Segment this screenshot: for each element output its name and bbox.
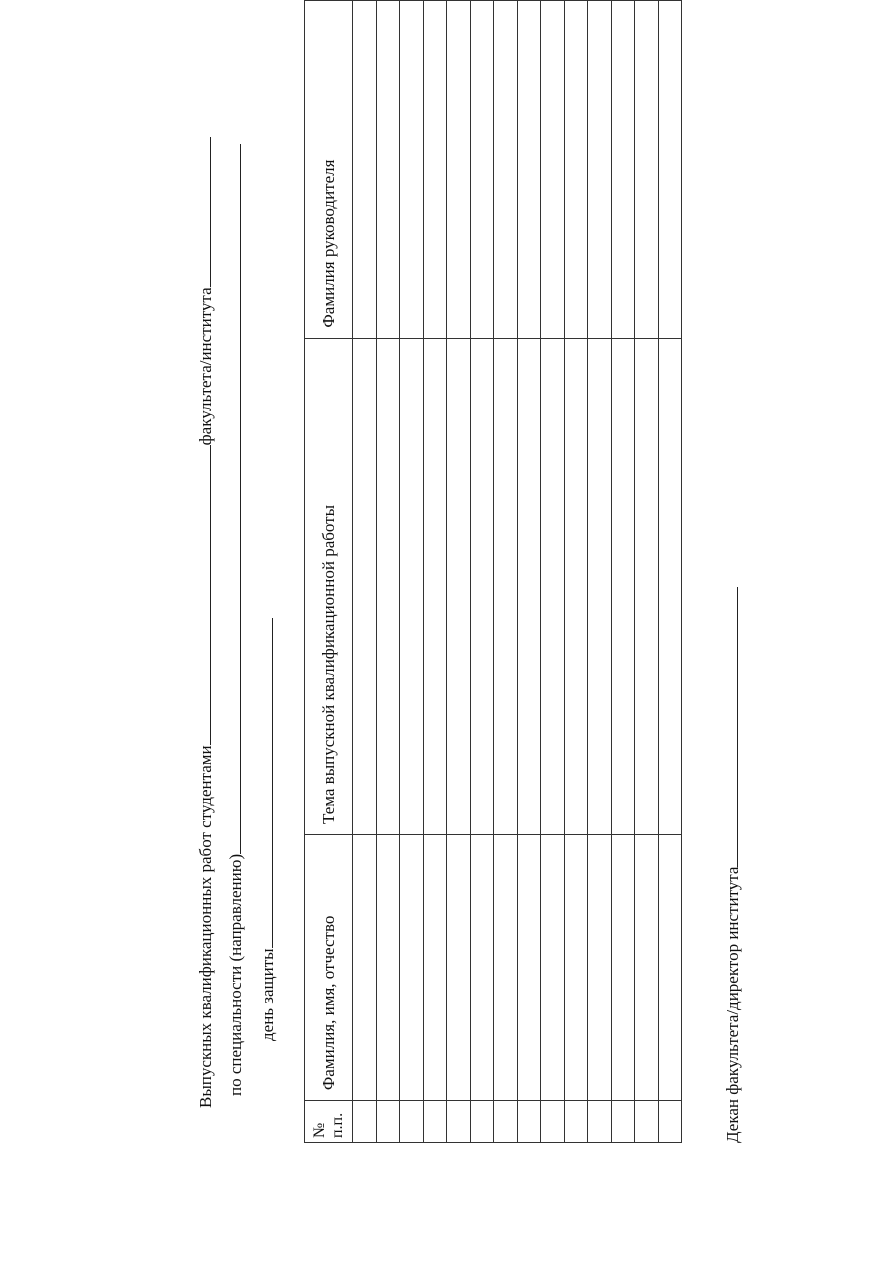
cell-topic[interactable] — [400, 338, 424, 834]
cell-number[interactable] — [635, 1101, 659, 1143]
cell-number[interactable] — [376, 1101, 400, 1143]
cell-supervisor[interactable] — [611, 1, 635, 339]
header-line-specialty — [225, 144, 246, 1096]
cell-topic[interactable] — [611, 338, 635, 834]
cell-supervisor[interactable] — [400, 1, 424, 339]
cell-supervisor[interactable] — [470, 1, 494, 339]
header-faculty-label: факультета/института — [196, 287, 215, 446]
table-header-row — [305, 1, 353, 1143]
table-row — [353, 1, 377, 1143]
footer-signature — [722, 587, 743, 1143]
table-row — [611, 1, 635, 1143]
thesis-table — [304, 0, 682, 1143]
cell-name[interactable] — [588, 835, 612, 1101]
cell-name[interactable] — [564, 835, 588, 1101]
cell-name[interactable] — [376, 835, 400, 1101]
table-row — [470, 1, 494, 1143]
cell-name[interactable] — [541, 835, 565, 1101]
cell-topic[interactable] — [588, 338, 612, 834]
cell-number[interactable] — [517, 1101, 541, 1143]
cell-topic[interactable] — [447, 338, 471, 834]
cell-number[interactable] — [447, 1101, 471, 1143]
column-header-number: № п.п. — [305, 1101, 353, 1143]
column-header-supervisor: Фамилия руководителя — [305, 1, 353, 339]
cell-name[interactable] — [400, 835, 424, 1101]
cell-topic[interactable] — [470, 338, 494, 834]
cell-supervisor[interactable] — [658, 1, 682, 339]
table-row — [588, 1, 612, 1143]
cell-supervisor[interactable] — [494, 1, 518, 339]
cell-number[interactable] — [588, 1101, 612, 1143]
cell-supervisor[interactable] — [564, 1, 588, 339]
header-specialty-label: по специальности (направлению) — [226, 853, 245, 1096]
blank-signature-field[interactable] — [722, 587, 738, 867]
table-row — [635, 1, 659, 1143]
blank-defense-day-field[interactable] — [257, 618, 273, 948]
signature-label: Декан факультета/директор института — [723, 866, 742, 1143]
cell-number[interactable] — [564, 1101, 588, 1143]
cell-number[interactable] — [494, 1101, 518, 1143]
header-line-defense-day — [257, 618, 278, 1041]
cell-supervisor[interactable] — [423, 1, 447, 339]
table-row — [658, 1, 682, 1143]
cell-number[interactable] — [611, 1101, 635, 1143]
cell-name[interactable] — [353, 835, 377, 1101]
cell-name[interactable] — [658, 835, 682, 1101]
cell-topic[interactable] — [353, 338, 377, 834]
cell-supervisor[interactable] — [353, 1, 377, 339]
table-row — [541, 1, 565, 1143]
cell-supervisor[interactable] — [376, 1, 400, 339]
cell-name[interactable] — [447, 835, 471, 1101]
table-row — [423, 1, 447, 1143]
column-header-name: Фамилия, имя, отчество — [305, 835, 353, 1101]
cell-topic[interactable] — [635, 338, 659, 834]
header-line-students — [195, 137, 216, 1108]
cell-number[interactable] — [541, 1101, 565, 1143]
cell-number[interactable] — [400, 1101, 424, 1143]
cell-name[interactable] — [423, 835, 447, 1101]
cell-number[interactable] — [470, 1101, 494, 1143]
column-header-topic: Тема выпускной квалификационной работы — [305, 338, 353, 834]
cell-supervisor[interactable] — [588, 1, 612, 339]
table-row — [564, 1, 588, 1143]
blank-faculty-field[interactable] — [195, 137, 211, 287]
cell-topic[interactable] — [517, 338, 541, 834]
cell-topic[interactable] — [658, 338, 682, 834]
table-row — [494, 1, 518, 1143]
cell-topic[interactable] — [541, 338, 565, 834]
cell-supervisor[interactable] — [635, 1, 659, 339]
blank-students-field[interactable] — [195, 445, 211, 745]
table-body — [353, 1, 682, 1143]
cell-name[interactable] — [611, 835, 635, 1101]
cell-topic[interactable] — [564, 338, 588, 834]
cell-supervisor[interactable] — [447, 1, 471, 339]
header-students-label: Выпускных квалификационных работ студентами — [196, 745, 215, 1108]
table-row — [400, 1, 424, 1143]
table-row — [517, 1, 541, 1143]
cell-number[interactable] — [353, 1101, 377, 1143]
cell-name[interactable] — [517, 835, 541, 1101]
table-row — [376, 1, 400, 1143]
cell-name[interactable] — [494, 835, 518, 1101]
cell-topic[interactable] — [423, 338, 447, 834]
blank-specialty-field[interactable] — [225, 144, 241, 854]
cell-name[interactable] — [635, 835, 659, 1101]
cell-topic[interactable] — [494, 338, 518, 834]
cell-topic[interactable] — [376, 338, 400, 834]
cell-number[interactable] — [658, 1101, 682, 1143]
table-row — [447, 1, 471, 1143]
cell-supervisor[interactable] — [541, 1, 565, 339]
cell-name[interactable] — [470, 835, 494, 1101]
cell-number[interactable] — [423, 1101, 447, 1143]
cell-supervisor[interactable] — [517, 1, 541, 339]
header-defense-day-label: день защиты — [258, 948, 277, 1041]
